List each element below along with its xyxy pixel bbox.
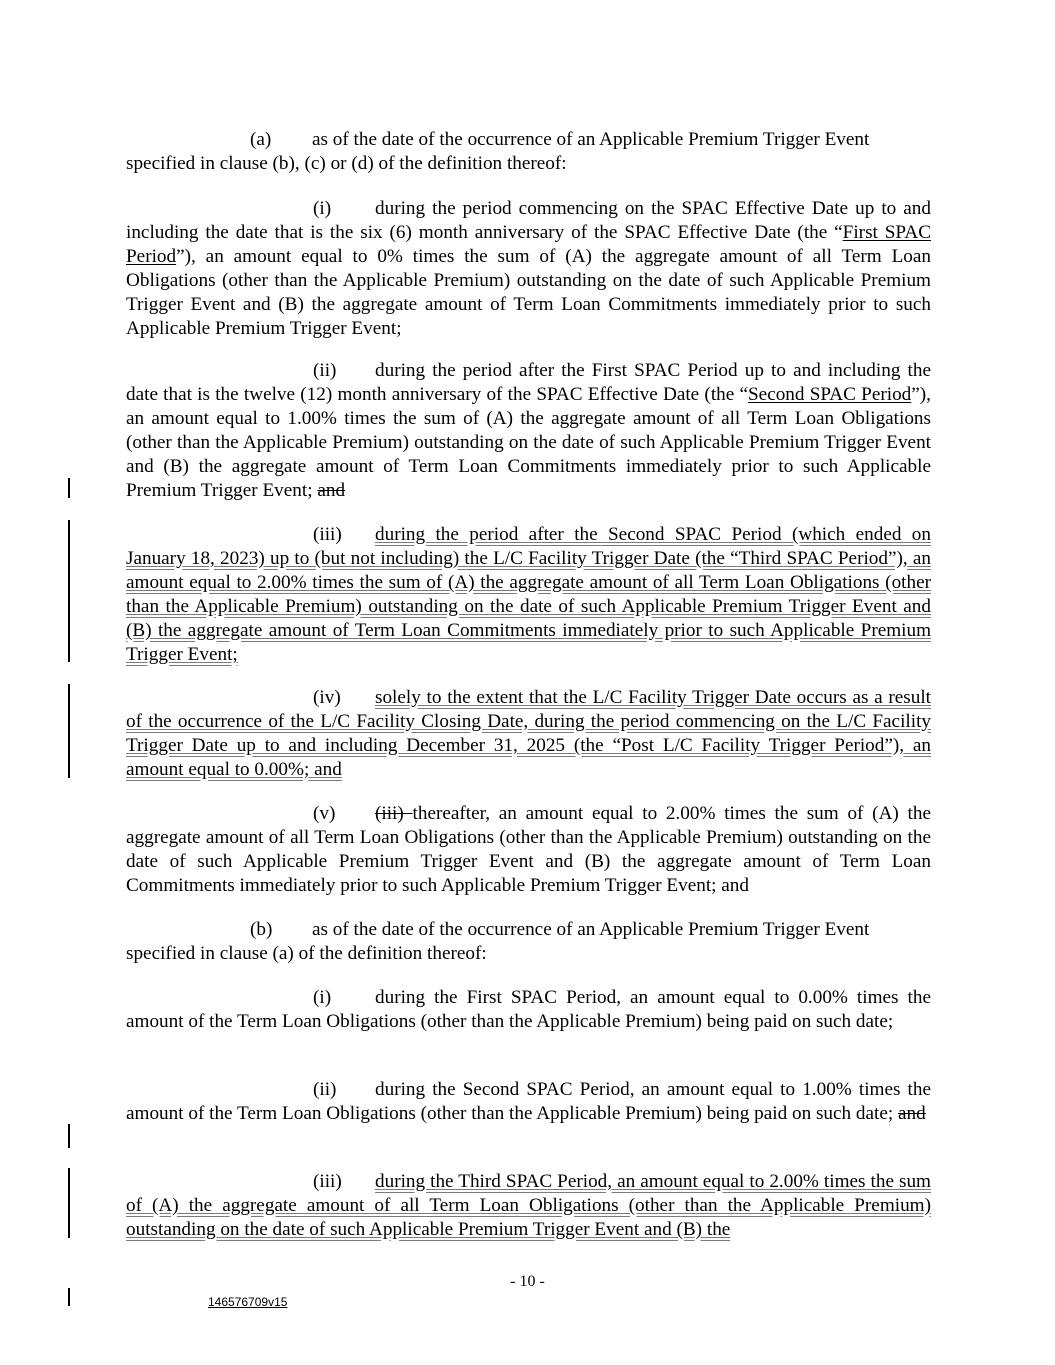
clause-text: during the First SPAC Period, an amount equal to 0.00% times the amount of the Term Loan Obligations (other than the Applicable Premium) being paid on such date; [126, 987, 931, 1032]
clause-number: (ii) [313, 360, 337, 381]
clause-a-v [126, 802, 931, 898]
clause-number: (v) [313, 803, 336, 824]
clause-a-iii-inserted [126, 523, 931, 667]
deleted-text: and [898, 1103, 926, 1124]
clause-text: during the period after the Second SPAC Period (which ended on January 18, 2023) up to (but not including) the L/C Facility Trigger Date (the “Third SPAC Period”), an amount equal to 2.00% times the sum of (A) the aggregate amount of all Term Loan Obligations (other than the Applicable Premium) outstanding on the date of such Applicable Premium Trigger Event and (B) the aggregate amount of Term Loan Commitments immediately prior to such Applicable Premium Trigger Event; [126, 524, 931, 665]
clause-text: thereafter, an amount equal to 2.00% times the sum of (A) the aggregate amount of all Term Loan Obligations (other than the Applicable Premium) outstanding on the date of such Applicable Premium Trigger Event and (B) the aggregate amount of Term Loan Commitments immediately prior to such Applicable Premium Trigger Event; and [126, 803, 931, 896]
deleted-text: (iii) [375, 803, 413, 824]
clause-number: (i) [313, 987, 332, 1008]
clause-text: solely to the extent that the L/C Facility Trigger Date occurs as a result of the occurrence of the L/C Facility Closing Date, during the period commencing on the L/C Facility Trigger Date up to and including December 31, 2025 (the “Post L/C Facility Trigger Period”), an amount equal to 0.00%; and [126, 687, 931, 780]
clause-a-i [126, 197, 931, 341]
clause-number: (iii) [313, 1171, 342, 1192]
clause-text: during the period commencing on the SPAC Effective Date up to and including the date that is the six (6) month anniversary of the SPAC Effective Date (the “ [126, 198, 931, 243]
clause-text: ”), an amount equal to 0% times the sum of (A) the aggregate amount of all Term Loan Obligations (other than the Applicable Premium) outstanding on the date of such Applicable Premium Trigger Event and (B) the aggregate amount of Term Loan Commitments immediately prior to such Applicable Premium Trigger Event; [126, 246, 931, 339]
clause-text: during the Second SPAC Period, an amount equal to 1.00% times the amount of the Term Loan Obligations (other than the Applicable Premium) being paid on such date; [126, 1079, 931, 1124]
clause-number: (a) [250, 129, 272, 150]
clause-a [126, 128, 916, 176]
clause-text: as of the date of the occurrence of an Applicable Premium Trigger Event specified in clause (b), (c) or (d) of the definition thereof: [126, 129, 870, 174]
clause-number: (ii) [313, 1079, 337, 1100]
clause-text: during the Third SPAC Period, an amount equal to 2.00% times the sum of (A) the aggregate amount of all Term Loan Obligations (other than the Applicable Premium) outstanding on the date of such Applicable Premium Trigger Event and (B) the [126, 1171, 931, 1240]
clause-text: during the period after the First SPAC Period up to and including the date that is the twelve (12) month anniversary of the SPAC Effective Date (the “ [126, 360, 931, 405]
change-bar [68, 478, 70, 498]
clause-number: (iv) [313, 687, 341, 708]
clause-number: (iii) [313, 524, 342, 545]
clause-number: (b) [250, 919, 273, 940]
clause-number: (i) [313, 198, 332, 219]
clause-text: ”), an amount equal to 1.00% times the sum of (A) the aggregate amount of all Term Loan Obligations (other than the Applicable Premium) outstanding on the date of such Applicable Premium Trigger Event and (B) the aggregate amount of Term Loan Commitments immediately prior to such Applicable Premium Trigger Event; [126, 384, 931, 501]
defined-term: Second SPAC Period [748, 384, 912, 405]
change-bar [68, 684, 70, 778]
defined-term: First SPAC Period [126, 222, 931, 267]
clause-a-ii [126, 359, 931, 503]
clause-text: as of the date of the occurrence of an Applicable Premium Trigger Event specified in clause (a) of the definition thereof: [126, 919, 870, 964]
page-number: - 10 - [510, 1273, 545, 1290]
change-bar [68, 1168, 70, 1238]
clause-b [126, 918, 916, 966]
change-bar [68, 1124, 70, 1148]
clause-a-iv-inserted [126, 686, 931, 782]
clause-b-i [126, 986, 931, 1034]
document-id: 146576709v15 [208, 1295, 288, 1309]
clause-b-ii [126, 1078, 931, 1126]
change-bar [68, 520, 70, 662]
clause-b-iii-inserted [126, 1170, 931, 1242]
deleted-text: and [317, 480, 346, 501]
